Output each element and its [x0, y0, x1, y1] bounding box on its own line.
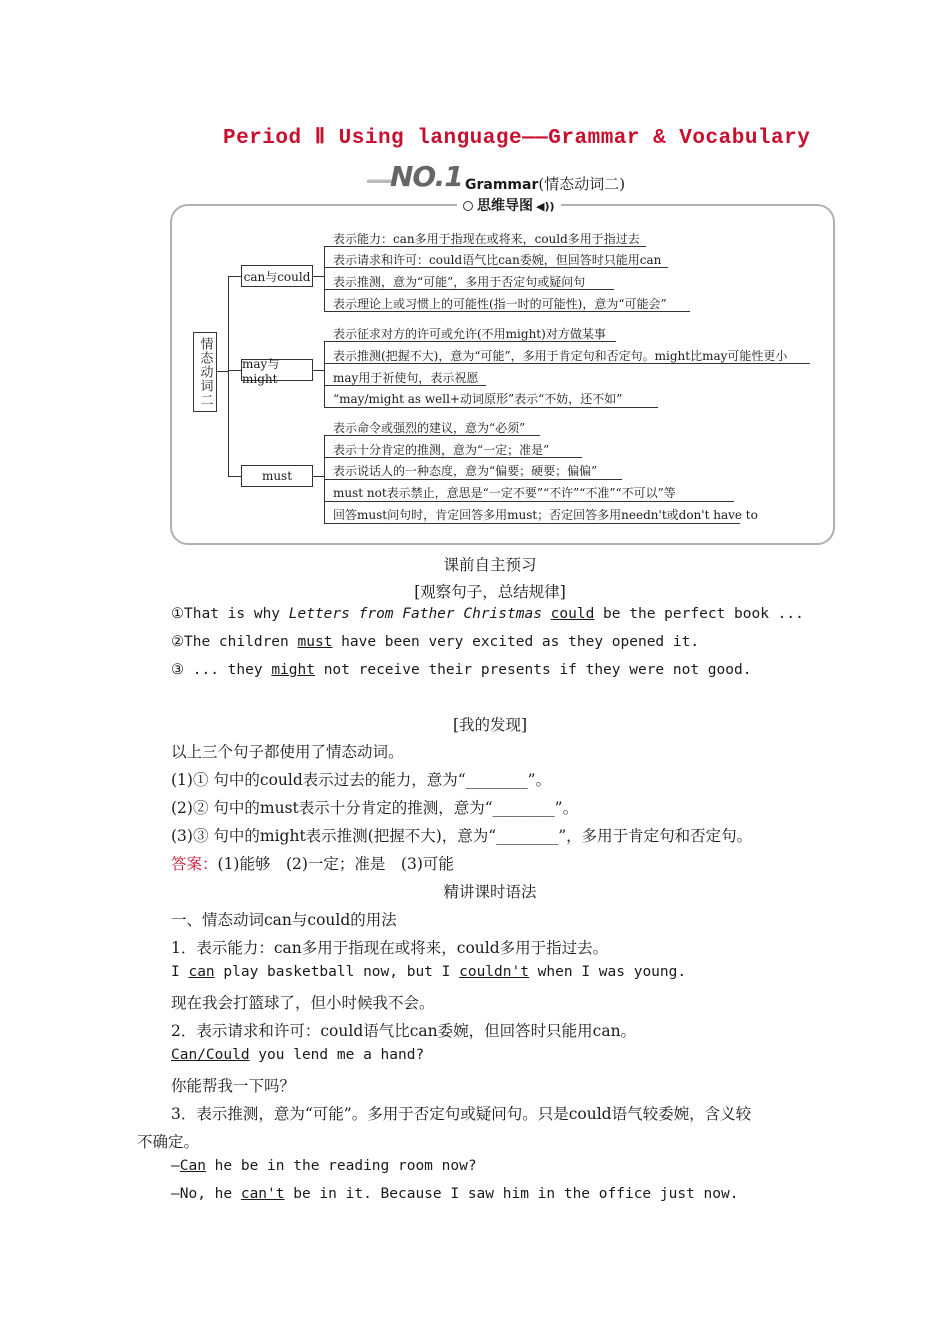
connector: [313, 370, 324, 371]
section-subtitle: [465, 173, 625, 194]
group-label: may与might: [242, 356, 280, 386]
branch-item: 表示理论上或习惯上的可能性(指一时的可能性)，意为“可能会”: [333, 297, 667, 311]
connector: [313, 276, 324, 277]
connector: [228, 476, 241, 477]
rule-3: 3．表示推测，意为“可能”。多用于否定句或疑问句。只是could语气较委婉，含义较: [171, 1105, 752, 1123]
branch-underline: [324, 407, 658, 408]
underlined-modal: must: [297, 634, 333, 650]
example-2: [171, 1047, 424, 1063]
underlined-modal: can't: [240, 1186, 285, 1202]
connector: [228, 276, 229, 476]
answer-label: 答案：: [171, 855, 218, 873]
observe-heading: [观察句子，总结规律]: [414, 583, 566, 601]
example-1-translation: 现在我会打篮球了，但小时候我不会。: [171, 994, 435, 1012]
branch-underline: [324, 501, 734, 502]
sentence-text: be the perfect book ...: [594, 606, 804, 622]
rule-2: 2．表示请求和许可：could语气比can委婉，但回答时只能用can。: [171, 1022, 637, 1040]
sentence-text: ... they: [184, 662, 272, 678]
mindmap-root-text: 情态动词二: [197, 337, 213, 407]
connector: [324, 246, 325, 312]
group-label: must: [261, 469, 293, 483]
sentence-text: he be in the reading room now?: [205, 1158, 477, 1174]
example-sentence-1: [171, 606, 804, 622]
sentence-text: have been very excited as they opened it.: [332, 634, 700, 650]
rule-1: 1．表示能力：can多用于指现在或将来，could多用于指过去。: [171, 939, 609, 957]
discover-question-3: (3)③ 句中的might表示推测(把握不大)，意为“________”，多用于肯定句和否定句。: [171, 827, 753, 845]
subtitle-en: Grammar: [465, 177, 539, 193]
example-3b: [171, 1186, 738, 1202]
sentence-text: That is why: [184, 606, 289, 622]
dialog-dash: —: [171, 1158, 180, 1174]
section-badge: NO.1: [390, 160, 463, 193]
branch-item: “may/might as well+动词原形”表示“不妨，还不如”: [333, 392, 623, 406]
branch-item: 表示推测(把握不大)，意为“可能”，多用于肯定句和否定句。might比may可能性更小: [333, 349, 788, 363]
sentence-text: The children: [184, 634, 298, 650]
book-title: Letters from Father Christmas: [288, 606, 542, 622]
branch-item: 表示说话人的一种态度，意为“偏要；硬要；偏偏”: [333, 464, 598, 478]
branch-item: may用于祈使句，表示祝愿: [333, 371, 479, 385]
connector: [228, 370, 241, 371]
underlined-modal: can: [188, 964, 215, 980]
subtitle-zh: (情态动词二): [538, 175, 626, 193]
example-sentence-3: [171, 662, 751, 678]
lecture-heading: 精讲课时语法: [443, 883, 537, 901]
sentence-text: not receive their presents if they were not good.: [314, 662, 752, 678]
sentence-text: be in it. Because I saw him in the office just now.: [284, 1186, 739, 1202]
section-heading: 一、情态动词can与could的用法: [171, 911, 397, 929]
sentence-text: [542, 606, 551, 622]
branch-item: must not表示禁止，意思是“一定不要”“不许”“不准”“不可以”等: [333, 486, 676, 500]
speaker-icon: ◀)): [536, 200, 555, 213]
answer-text: (1)能够 (2)一定；准是 (3)可能: [217, 855, 454, 873]
sentence-number: ③: [171, 662, 184, 678]
underlined-modal: could: [550, 606, 595, 622]
connector: [217, 371, 228, 372]
branch-item: 回答must问句时，肯定回答多用must；否定回答多用needn't或don't have to: [333, 508, 758, 522]
sentence-number: ②: [171, 634, 184, 650]
mindmap-group-can-could: [241, 265, 313, 287]
circle-icon: [463, 201, 473, 211]
sentence-text: when I was young.: [528, 964, 687, 980]
sentence-text: I: [171, 964, 189, 980]
discover-intro: 以上三个句子都使用了情态动词。: [171, 743, 404, 761]
connector: [228, 276, 241, 277]
page-title: Period Ⅱ Using language——Grammar & Vocabulary: [223, 127, 811, 150]
underlined-modal: Can: [179, 1158, 206, 1174]
mindmap-root: [193, 332, 217, 412]
branch-item: 表示能力：can多用于指现在或将来，could多用于指过去: [333, 232, 640, 246]
discover-question-1: (1)① 句中的could表示过去的能力，意为“________”。: [171, 771, 552, 789]
discover-question-2: (2)② 句中的must表示十分肯定的推测，意为“________”。: [171, 799, 579, 817]
branch-item: 表示请求和许可：could语气比can委婉，但回答时只能用can: [333, 253, 662, 267]
branch-item: 表示推测，意为“可能”，多用于否定句或疑问句: [333, 275, 586, 289]
branch-underline: [324, 523, 740, 524]
mindmap-group-must: [241, 465, 313, 487]
underlined-modal: might: [271, 662, 315, 678]
connector: [324, 341, 325, 407]
branch-underline: [324, 479, 622, 480]
mindmap-group-may-might: [241, 356, 313, 386]
section-badge-shadow: —: [366, 163, 393, 196]
example-3a: [171, 1158, 477, 1174]
example-1: [171, 964, 686, 980]
rule-3-continued: 不确定。: [137, 1133, 200, 1151]
branch-item: 表示征求对方的许可或允许(不用might)对方做某事: [333, 327, 606, 341]
answer-line: [171, 852, 454, 874]
sentence-text: play basketball now, but I: [214, 964, 460, 980]
dialog-dash: —No, he: [171, 1186, 241, 1202]
preview-heading: 课前自主预习: [443, 556, 537, 574]
mindmap-title: [457, 195, 561, 215]
connector: [313, 476, 324, 477]
branch-item: 表示命令或强烈的建议，意为“必须”: [333, 421, 526, 435]
group-label: can与could: [243, 269, 311, 284]
sentence-text: you lend me a hand?: [249, 1047, 425, 1063]
example-sentence-2: [171, 634, 699, 650]
discover-heading: [我的发现]: [452, 716, 528, 734]
underlined-modal: couldn't: [459, 964, 529, 980]
example-2-translation: 你能帮我一下吗？: [171, 1077, 296, 1095]
sentence-number: ①: [171, 606, 184, 622]
underlined-modal: Can/Could: [171, 1047, 250, 1063]
mindmap-title-text: 思维导图: [477, 198, 533, 214]
branch-item: 表示十分肯定的推测，意为“一定；准是”: [333, 443, 550, 457]
